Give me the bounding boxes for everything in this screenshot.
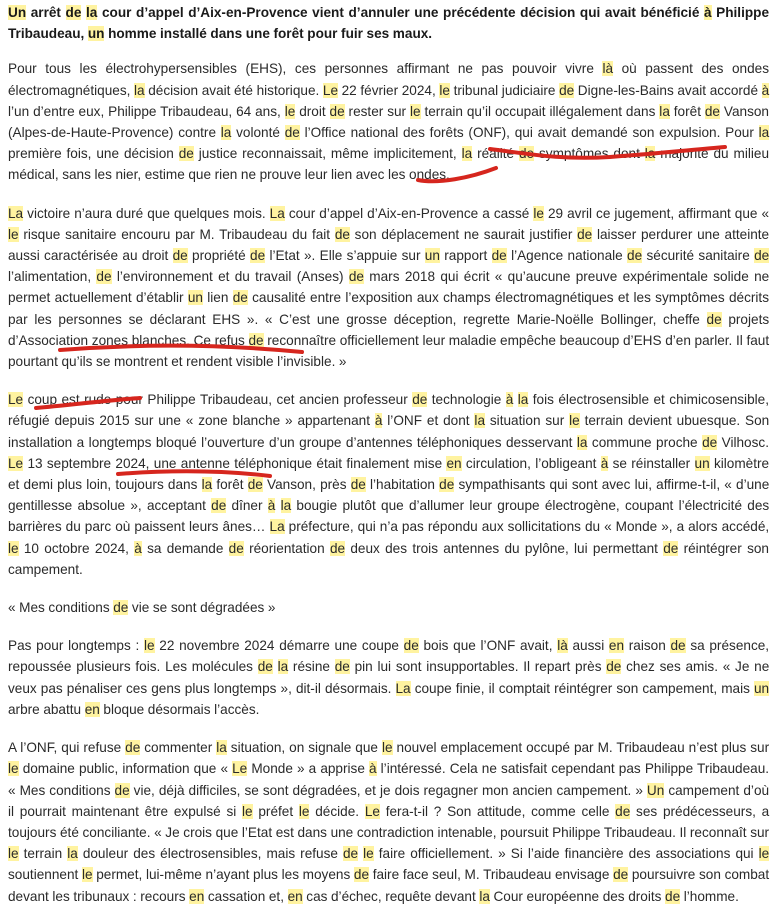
article-lead: Un arrêt de la cour d’appel d’Aix-en-Provence vient d’annuler une précédente décision qui avait bénéficié à Philippe Tribaudeau, un homme installé dans une forêt pour fuir ses maux. [8,5,770,42]
article-paragraph-5: A l’ONF, qui refuse de commenter la situation, on signale que le nouvel emplacement occupé par M. Tribaudeau n’est plus sur le domaine public, information que « Le Monde » a apprise à l’intéressé. Cela ne satisfait cependant pas Philippe Tribaudeau. « Mes conditions de vie, déjà difficiles, se sont dégradées, et je dois regagner mon ancien campement. » Un campement d’où il pourrait maintenant être expulsé si le préfet le décide. Le fera-t-il ? Son attitude, comme celle de ses prédécesseurs, a toujours été conciliante. « Je crois que l’Etat est dans une contradiction intenable, poursuit Philippe Tribaudeau. Il reconnaît sur le terrain la douleur des électrosensibles, mais refuse de le faire officiellement. » Si l’aide financière des associations qui le soutiennent le permet, lui-même n’ayant plus les moyens de faire face seul, M. Tribaudeau envisage de poursuivre son combat devant les tribunaux : recours en cassation et, en cas d’échec, requête devant la Cour européenne des droits de l’homme. [8,740,770,904]
article-subheading: « Mes conditions de vie se sont dégradées » [8,600,276,616]
article-paragraph-4: Pas pour longtemps : le 22 novembre 2024 démarre une coupe de bois que l’ONF avait, là aussi en raison de sa présence, repoussée plusieurs fois. Les molécules de la résine de pin lui sont insupportables. Il repart près de chez ses amis. « Je ne veux pas pénaliser ces gens plus longtemps », dit-il désormais. La coupe finie, il comptait réintégrer son campement, mais un arbre abattu en bloque désormais l’accès. [8,638,770,717]
article-paragraph-2: La victoire n’aura duré que quelques mois. La cour d’appel d’Aix-en-Provence a cassé le 29 avril ce jugement, affirmant que « le risque sanitaire encouru par M. Tribaudeau du fait de son déplacement ne saurait justifier de laisser perdurer une atteinte aussi caractérisée au droit de propriété de l’Etat ». Elle s’appuie sur un rapport de l’Agence nationale de sécurité sanitaire de l’alimentation, de l’environnement et du travail (Anses) de mars 2018 qui écrit « qu’aucune preuve expérimentale solide ne permet actuellement d’établir un lien de causalité entre l’exposition aux champs électromagnétiques et les symptômes décrits par les personnes se déclarant EHS ». « C’est une grosse déception, regrette Marie-Noëlle Bollinger, cheffe de projets d’Association zones blanches. Ce refus de reconnaître officiellement leur maladie empêche beaucoup d’EHS d’en parler. Il faut pourtant qu’ils se montrent et rendent visible l’invisible. » [8,205,770,370]
article-paragraph-1: Pour tous les électrohypersensibles (EHS), ces personnes affirmant ne pas pouvoir vivre là où passent des ondes électromagnétiques, la décision avait été historique. Le 22 février 2024, le tribunal judiciaire de Digne-les-Bains avait accordé à l’un d’entre eux, Philippe Tribaudeau, 64 ans, le droit de rester sur le terrain qu’il occupait illégalement dans la forêt de Vanson (Alpes-de-Haute-Provence) contre la volonté de l’Office national des forêts (ONF), qui avait demandé son expulsion. Pour la première fois, une décision de justice reconnaissait, même implicitement, la réalité de symptômes dont la majorité du milieu médical, sans les nier, estime que rien ne prouve leur lien avec les ondes. [8,61,770,183]
article-paragraph-3: Le coup est rude pour Philippe Tribaudeau, cet ancien professeur de technologie à la fois électrosensible et chimicosensible, réfugié depuis 2015 sur une « zone blanche » appartenant à l’ONF et dont la situation sur le terrain devient ubuesque. Son installation a longtemps bloqué l’ouverture d’un groupe d’antennes téléphoniques desservant la commune proche de Vilhosc. Le 13 septembre 2024, une antenne téléphonique était finalement mise en circulation, l’obligeant à se réinstaller un kilomètre et demi plus loin, toujours dans la forêt de Vanson, près de l’habitation de sympathisants qui sont avec lui, affirme-t-il, « d’une gentillesse absolue », acceptant de dîner à la bougie plutôt que d’allumer leur groupe électrogène, coupant l’électricité des barrières du parc où paissent leurs ânes… La préfecture, qui n’a pas répondu aux sollicitations du « Monde », a alors accédé, le 10 octobre 2024, à sa demande de réorientation de deux des trois antennes du pylône, lui permettant de réintégrer son campement. [8,392,770,577]
article-body [8,2,769,924]
